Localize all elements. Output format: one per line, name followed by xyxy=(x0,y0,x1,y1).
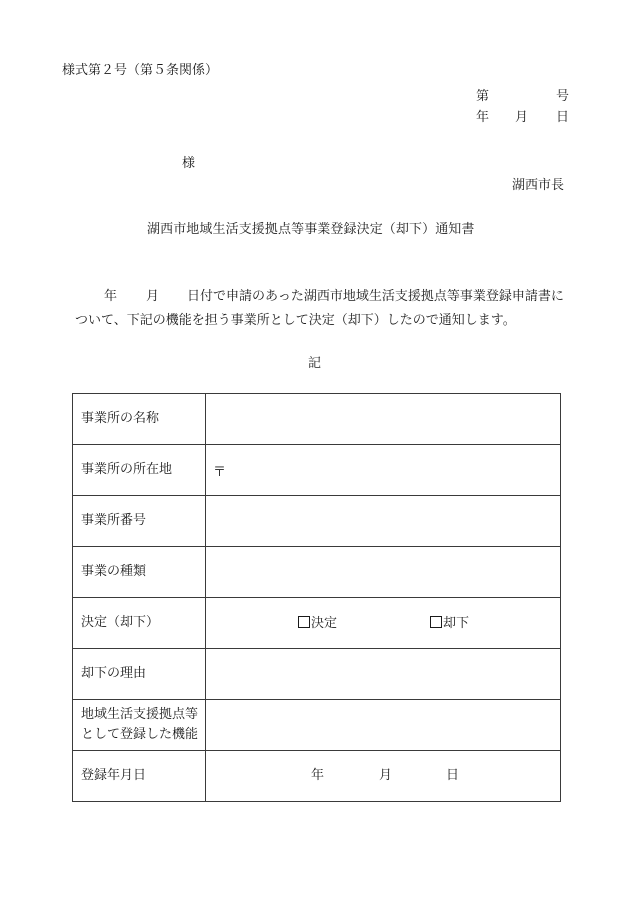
decision-field xyxy=(206,598,561,649)
row-label: 却下の理由 xyxy=(73,649,206,700)
registration-table xyxy=(72,393,561,802)
postal-mark: 〒 xyxy=(213,465,227,480)
number-prefix: 第 xyxy=(476,89,490,104)
reg-date-day: 日 xyxy=(446,768,460,783)
table-row xyxy=(73,445,561,496)
number-suffix: 号 xyxy=(556,89,570,104)
row-label: 事業の種類 xyxy=(73,547,206,598)
addressee-suffix: 様 xyxy=(182,156,196,171)
office-address-field[interactable] xyxy=(206,445,561,496)
body-line-2: ついて、下記の機能を担う事業所として決定（却下）したので通知します。 xyxy=(75,313,516,328)
reject-option[interactable] xyxy=(430,616,469,630)
table-row xyxy=(73,751,561,802)
form-id: 様式第２号（第５条関係） xyxy=(62,63,219,78)
ki-heading: 記 xyxy=(308,356,322,371)
reject-checkbox[interactable] xyxy=(430,616,442,628)
document-title: 湖西市地域生活支援拠点等事業登録決定（却下）通知書 xyxy=(147,222,475,237)
header-date-day: 日 xyxy=(556,110,570,125)
row-label: 決定（却下） xyxy=(73,598,206,649)
office-number-field[interactable] xyxy=(206,496,561,547)
body-year: 年 xyxy=(104,289,118,304)
row-label: 事業所番号 xyxy=(73,496,206,547)
header-date-month: 月 xyxy=(515,110,529,125)
table-row xyxy=(73,496,561,547)
table-row xyxy=(73,700,561,751)
table-row xyxy=(73,598,561,649)
decide-checkbox[interactable] xyxy=(298,616,310,628)
reg-date-year: 年 xyxy=(311,768,325,783)
row-label: 登録年月日 xyxy=(73,751,206,802)
office-name-field[interactable] xyxy=(206,394,561,445)
header-date-year: 年 xyxy=(476,110,490,125)
reg-date-month: 月 xyxy=(379,768,393,783)
table-row xyxy=(73,547,561,598)
row-label: 事業所の所在地 xyxy=(73,445,206,496)
row-label-multiline xyxy=(73,700,206,751)
body-month: 月 xyxy=(146,289,160,304)
rejection-reason-field[interactable] xyxy=(206,649,561,700)
reject-label: 却下 xyxy=(443,616,470,631)
body-text-1: 日付で申請のあった湖西市地域生活支援拠点等事業登録申請書に xyxy=(187,289,564,304)
registration-date-field[interactable] xyxy=(206,751,561,802)
table-row xyxy=(73,394,561,445)
decide-label: 決定 xyxy=(311,616,338,631)
row-label: 事業所の名称 xyxy=(73,394,206,445)
row-label-line-2: として登録した機能 xyxy=(81,727,199,742)
registered-function-field[interactable] xyxy=(206,700,561,751)
table-row xyxy=(73,649,561,700)
business-type-field[interactable] xyxy=(206,547,561,598)
row-label-line-1: 地域生活支援拠点等 xyxy=(81,706,199,722)
decide-option[interactable] xyxy=(298,616,337,630)
issuer: 湖西市長 xyxy=(512,178,565,193)
body-line-1 xyxy=(62,290,564,303)
